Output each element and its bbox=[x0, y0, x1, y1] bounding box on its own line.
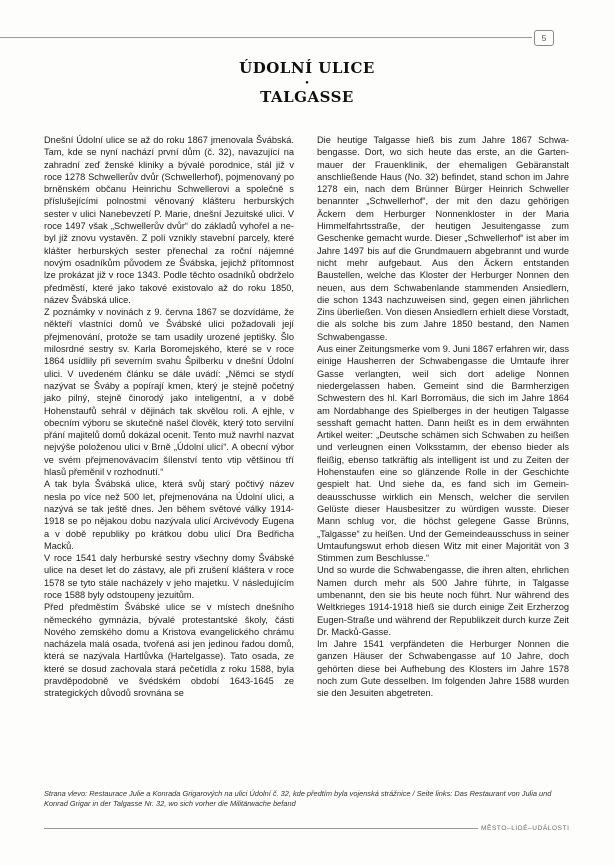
paragraph: Dnešní Údolní ulice se až do roku 1867 jmenovala Švábská. Tam, kde se nyní nachází první dům (č. 32), navazující na zahradní zeď ženské kliniky a bývalé porodnice, stál již v roce 1278 Schwellerův dvůr (Schwellerhof), pojmenovaný po brněnském občanu Heinrichu Schwellerovi a společně s příslušejícími polnostmi věnovaný klášteru herburských sester v ulici Nanebevzetí P. Marie, dnešní Jezuitské ulici. V roce 1497 však „Schwellerův dvůr“ do základů vyhořel a nebyl již znovu vystavěn. Z polí vznikly stavební parcely, které klášter herburských sester přenechal za roční nájemné novým osadníkům původem ze Švábska, jejichž přítomnost lze prokázat již v roce 1343. Podle těchto osadníků obdrželo předměstí, které jako takové existovalo až do roku 1850, název Švábská ulice. bbox=[44, 135, 294, 305]
page-number: 5 bbox=[534, 30, 554, 46]
paragraph: Před předměstím Švábské ulice se v místech dnešního německého gymnázia, bývalé protestantské školy, části Nového zemského domu a Kristova evangelického chrámu nacházela malá osada, tvořená asi jen jedinou řadou domů, která se nazývala Hartlůvka (Hartelgasse). Tato osada, ze které se dosud zachovala stará pečetídla z roku 1588, byla pravděpodobně ve švédském období 1643-1645 ze strategických důvodů srovnána se bbox=[44, 602, 294, 699]
german-text-column bbox=[317, 134, 569, 700]
paragraph: Z poznámky v novinách z 9. června 1867 se dozvídáme, že někteří vlastníci domů ve Švábské ulici požadovali její přejmenování, protože se tam usadily urozené jeptišky. Šlo milosrdné sestry sv. Karla Boromejského, které se v roce 1864 usídlily při severním svahu Špilberku v dnešní Údolní ulici. V uvedeném článku se dále uvádí: „Němci se stydí nazývat se Šváby a popírají kmen, který je stejně početný jako pilný, stejně činorodý jako inteligentní, a v době Hohenstaufů sehrál v dějinách tak skvělou roli. A ejhle, v obecním výboru se skutečně našel člověk, který toto servilní přání majitelů domů dokázal ocenit. Tento muž navrhl nazvat nejvýše položenou ulici v Brně „Údolní ulicí“. A obecní výbor ve svém přejmenovávacím šílenství tento vtip většinou tří hlasů přeměnil v rozhodnutí.“ bbox=[44, 307, 294, 478]
footer-section-label: MĚSTO–LIDÉ–UDÁLOSTI bbox=[481, 825, 570, 832]
page-subtitle: TALGASSE bbox=[260, 88, 354, 106]
paragraph: Die heutige Talgasse hieß bis zum Jahre 1867 Schwabengasse. Dort, wo sich heute das erste, an die Gartenmauer der Frauenklinik, der ehemaligen Gebäranstalt anschließende Haus (No. 32) befindet, stand schon im Jahre 1278 ein, nach dem Brünner Bürger Heinrich Schweller benannter „Schwellerhof“, der mit den dazu gehörigen Äckern dem Herburger Nonnenkloster in der Maria Himmelfahrtsstraße, der heutigen Jesuitengasse zum Geschenke gemacht wurde. Dieser „Schwellerhof“ ist aber im Jahre 1497 bis auf die Grundmauern abgebrannt und wurde nicht mehr aufgebaut. Aus den Äckern entstanden Baustellen, welche das Kloster der Herburger Nonnen den neuen, aus dem Schwabenlande stammenden Ansiedlern, die schon 1343 nachzuweisen sind, gegen einen jährlichen Zins überließen. Von diesen Ansiedlern erhielt diese Vorstadt, die als solche bis zum Jahre 1850 bestand, den Namen Schwabengasse. bbox=[317, 135, 569, 342]
title-block bbox=[0, 60, 614, 106]
footer-rule bbox=[44, 828, 478, 829]
paragraph: Im Jahre 1541 verpfändeten die Herburger Nonnen die ganzen Häuser der Schwabengasse auf 10 Jahre, doch gehörten diese bei Aufhebung des Klosters im Jahre 1578 noch zum Gute desselben. Im folgenden Jahre 1588 wurden sie den Jesuiten abgetreten. bbox=[317, 639, 569, 699]
paragraph: V roce 1541 daly herburské sestry všechny domy Švábské ulice na deset let do zástavy, ale při zrušení kláštera v roce 1578 se tyto stále nacházely v jeho majetku. V následujícím roce 1588 byly odstoupeny jezuitům. bbox=[44, 553, 294, 600]
title-separator: • bbox=[304, 78, 310, 87]
paragraph: Und so wurde die Schwabengasse, die ihren alten, ehrlichen Namen durch mehr als 500 Jahre führte, in Talgasse umbenannt, den sie bis heute noch führt. Nur während des Weltkrieges 1914-1918 hieß sie durch einige Zeit Erzherzog Eugen-Straße und während der Republikzeit durch kurze Zeit Dr. Macků-Gasse. bbox=[317, 565, 569, 637]
paragraph: Aus einer Zeitungsmerke vom 9. Juni 1867 erfahren wir, dass einige Hausherren der Schwabengasse die Umtaufe ihrer Gasse verlangten, weil sich dort adelige Nonnen niedergelassen haben. Gemeint sind die Barmherzigen Schwestern des hl. Karl Borromäus, die sich im Jahre 1864 am Nordabhange des Spielberges in der heutigen Talgasse sesshaft gemacht hatten. Dann heißt es in dem erwähnten Artikel weiter: „Deutsche schämen sich Schwaben zu heißen und verleugnen einen Volksstamm, der ebenso bieder als fleißig, ebenso tatkräftig als intelligent ist und zu Zeiten der Hohenstaufen eine so glänzende Rolle in der Geschichte gespielt hat. Und siehe da, es fand sich im Gemeindeausschusse wirklich ein Mensch, welcher die servilen Gelüste dieser Hausbesitzer zu würdigen wusste. Dieser Mann schlug vor, die höchst gelegene Gasse Brünns, „Talgasse“ zu heißen. Und der Gemeindeausschuss in seiner Umtaufungswut erhob diesen Witz mit einer Majorität von 3 Stimmen zum Beschlusse.“ bbox=[317, 344, 569, 564]
czech-text-column bbox=[44, 134, 294, 700]
paragraph: A tak byla Švábská ulice, která svůj starý počtivý název nesla po více než 500 let, přejmenována na Údolní ulici, a nazývá se tak ještě dnes. Jen během světové války 1914-1918 se po nějakou dobu nazývala ulicí Arcivévody Eugena a v době republiky po krátkou dobu ulicí Dra Bedřicha Macků. bbox=[44, 479, 294, 551]
page-title: ÚDOLNÍ ULICE bbox=[239, 59, 375, 77]
header-rule bbox=[0, 37, 532, 38]
photo-caption: Strana vlevo: Restaurace Julie a Konrada Grigarových na ulici Údolní č. 32, kde předtím byla vojenská strážnice / Seite links: Das Restaurant von Julia und Konrad Grigar in der Talgasse Nr. 32, wo sich vorher die Militärwache befand bbox=[44, 789, 552, 808]
